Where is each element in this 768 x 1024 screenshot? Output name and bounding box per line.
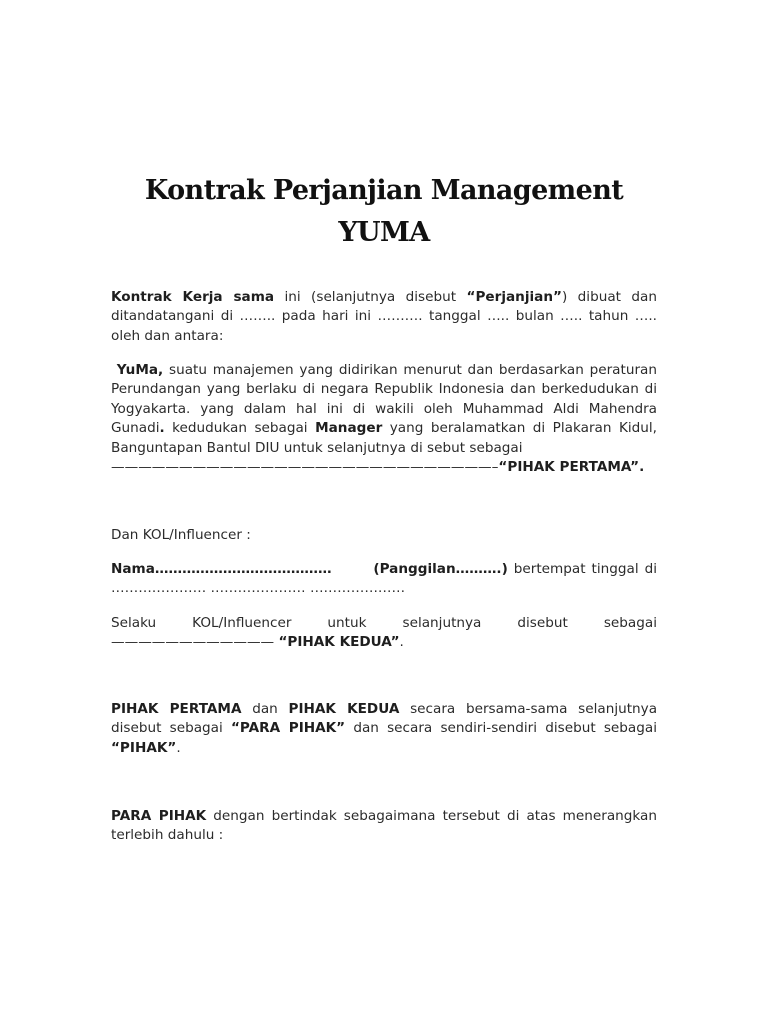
body-text: kedudukan sebagai bbox=[164, 420, 316, 437]
paragraph-menerangkan bbox=[111, 807, 657, 846]
body-text: . bbox=[399, 634, 404, 651]
body-text: suatu manajemen yang didirikan menurut dan berdasarkan peraturan Perundangan yang berlaku di negara Republik Indonesia dan berkedudukan di Yogyakarta. yang dalam hal ini di wakili oleh Muhammad Aldi Mahendra Gunadi bbox=[111, 362, 657, 437]
title-line-1: Kontrak Perjanjian Management bbox=[144, 175, 624, 206]
body-text: bertempat tinggal di ………………… ………………… ………………… bbox=[111, 561, 658, 597]
document-title bbox=[0, 170, 768, 254]
bold-text: YuMa, bbox=[116, 362, 164, 378]
body-text: dengan bertindak sebagaimana tersebut di atas menerangkan terlebih dahulu : bbox=[111, 808, 657, 844]
paragraph-nama bbox=[111, 560, 657, 599]
bold-text: . bbox=[159, 420, 165, 437]
body-text: dan secara sendiri-sendiri disebut sebagai bbox=[345, 720, 657, 737]
body-text: ) dibuat dan ditandatangani di …….. pada hari ini ………. tanggal ….. bulan ….. tahun ….. oleh dan antara: bbox=[111, 289, 657, 344]
bold-text: Kontrak Kerja sama bbox=[111, 289, 275, 305]
paragraph-opening bbox=[111, 288, 657, 346]
bold-text: “PIHAK” bbox=[111, 739, 177, 756]
paragraph-para-pihak bbox=[111, 700, 657, 758]
bold-text: “Perjanjian” bbox=[466, 289, 562, 305]
bold-text: (Panggilan……….) bbox=[373, 561, 508, 577]
body-text: . bbox=[176, 739, 181, 756]
paragraph-pihak-kedua bbox=[111, 614, 657, 653]
body-text: ini (selanjutnya disebut bbox=[274, 289, 467, 305]
paragraph-kol-intro bbox=[111, 526, 657, 545]
bold-text: PIHAK PERTAMA bbox=[111, 701, 242, 717]
body-text: yang beralamatkan di Plakaran Kidul, Banguntapan Bantul DIU untuk selanjutnya di sebut sebagai bbox=[111, 420, 657, 456]
paragraph-pihak-pertama bbox=[111, 361, 657, 477]
body-text: Dan KOL/Influencer : bbox=[111, 527, 251, 543]
bold-text: PARA PIHAK bbox=[111, 808, 207, 824]
body-text: Selaku KOL/Influencer untuk selanjutnya disebut sebagai bbox=[111, 615, 657, 631]
dash-line bbox=[111, 458, 657, 477]
bold-text: PIHAK KEDUA bbox=[288, 701, 400, 717]
dash-filler: ———————————— bbox=[111, 634, 279, 651]
bold-text: “PIHAK PERTAMA”. bbox=[498, 459, 645, 476]
body-text: dan bbox=[241, 701, 289, 717]
body-text: secara bersama-sama selanjutnya disebut sebagai bbox=[111, 701, 658, 737]
title-line-2: YUMA bbox=[338, 217, 430, 248]
bold-text: “PARA PIHAK” bbox=[230, 720, 346, 737]
dash-filler: ————————————————————————————– bbox=[111, 459, 499, 476]
bold-text: “PIHAK KEDUA” bbox=[278, 634, 400, 651]
bold-text: Nama………………………………… bbox=[111, 561, 332, 577]
bold-text: Manager bbox=[315, 420, 383, 437]
